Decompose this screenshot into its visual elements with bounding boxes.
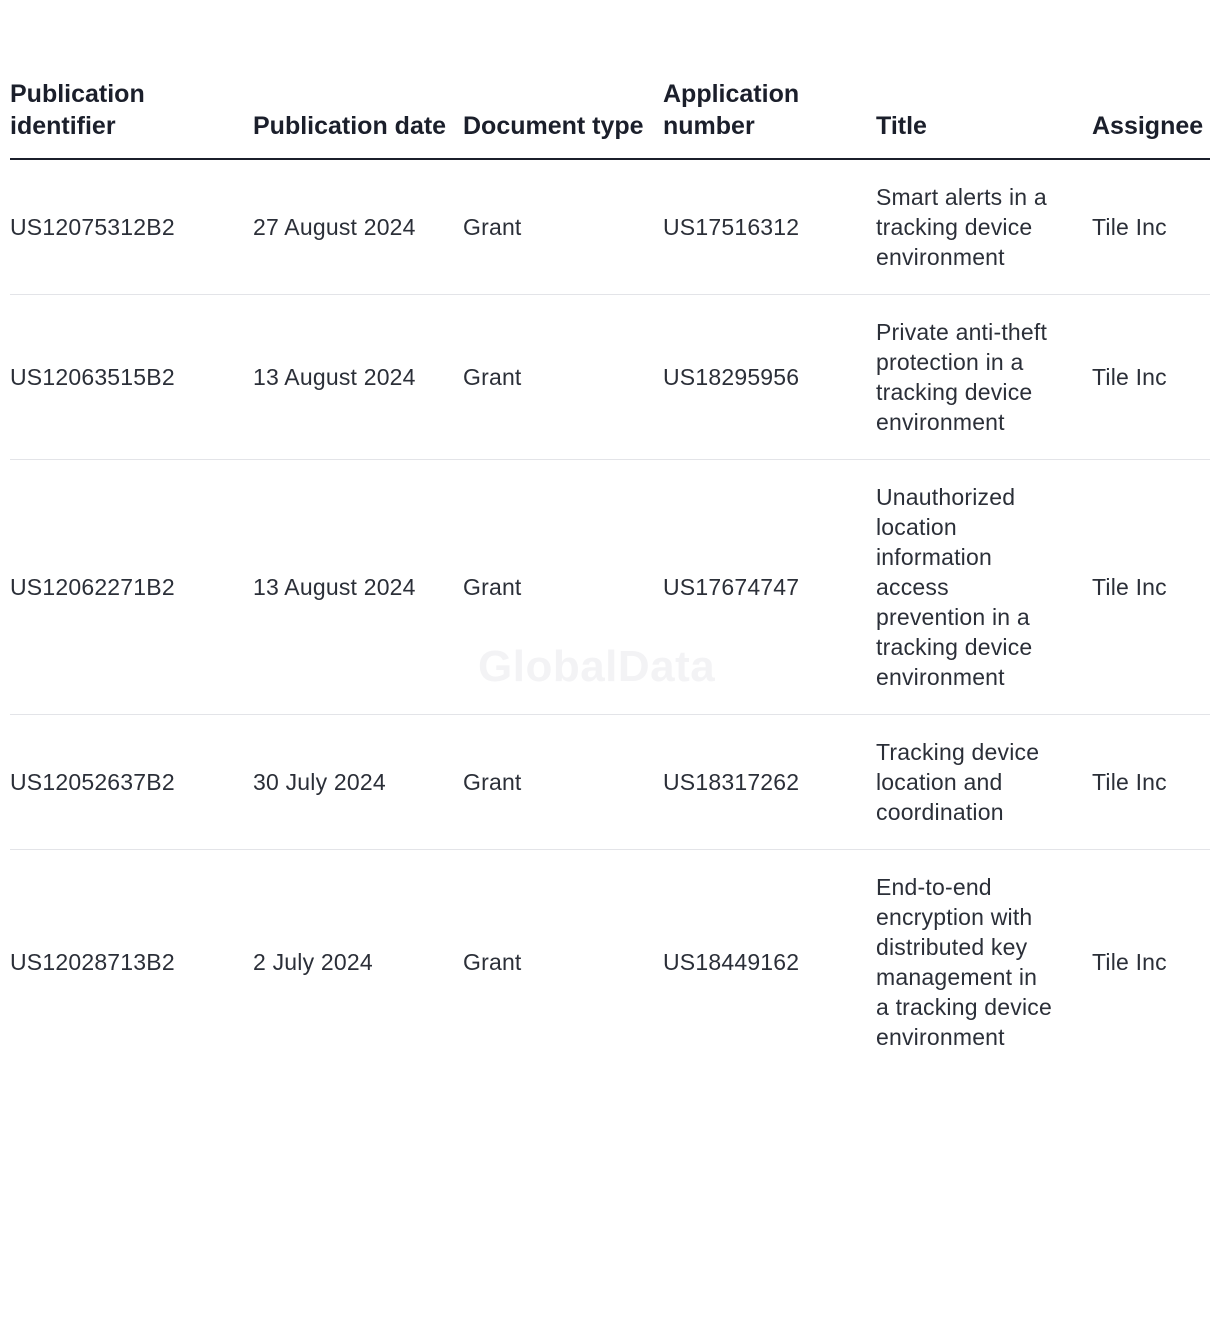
- column-header-application-number: Application number: [663, 78, 876, 159]
- assignee-cell: Tile Inc: [1092, 159, 1210, 295]
- publication-date-cell: 13 August 2024: [253, 295, 463, 460]
- table-row: [10, 159, 1210, 295]
- publication-date-cell: 2 July 2024: [253, 949, 373, 975]
- column-header-document-type: Document type: [463, 78, 663, 159]
- application-number-cell: US18295956: [663, 295, 876, 460]
- table-row: [10, 850, 1210, 1075]
- assignee-cell: Tile Inc: [1092, 460, 1210, 715]
- header-row: [10, 78, 1210, 159]
- publication-date-cell: 13 August 2024: [253, 460, 463, 715]
- document-type-cell: Grant: [463, 159, 663, 295]
- publication-date-cell: 27 August 2024: [253, 159, 463, 295]
- application-number-cell: US17516312: [663, 159, 876, 295]
- title-cell: Tracking device location and coordination: [876, 715, 1092, 850]
- table-row: [10, 460, 1210, 715]
- patent-table: [10, 78, 1210, 1074]
- table-row: [10, 715, 1210, 850]
- application-number-cell: US17674747: [663, 460, 876, 715]
- table-body: [10, 159, 1210, 1074]
- patent-table-container: [10, 78, 1210, 1074]
- publication-identifier-cell: US12028713B2: [10, 949, 175, 975]
- title-cell: Unauthorized location information access prevention in a tracking device environment: [876, 460, 1092, 715]
- publication-identifier-cell: US12075312B2: [10, 159, 253, 295]
- document-type-cell: Grant: [463, 295, 663, 460]
- publication-identifier-cell: US12063515B2: [10, 295, 253, 460]
- column-header-publication-identifier: Publication identifier: [10, 78, 253, 159]
- title-cell: End-to-end encryption with distributed key management in a tracking device environment: [876, 874, 1052, 1050]
- document-type-cell: Grant: [463, 949, 522, 975]
- table-header: [10, 78, 1210, 159]
- column-header-assignee: Assignee: [1092, 78, 1210, 159]
- assignee-cell: Tile Inc: [1092, 949, 1167, 975]
- publication-identifier-cell: US12062271B2: [10, 460, 253, 715]
- column-header-title: Title: [876, 78, 1092, 159]
- title-cell: Smart alerts in a tracking device environment: [876, 159, 1092, 295]
- assignee-cell: Tile Inc: [1092, 295, 1210, 460]
- publication-identifier-cell: US12052637B2: [10, 715, 253, 850]
- document-type-cell: Grant: [463, 715, 663, 850]
- application-number-cell: US18449162: [663, 949, 800, 975]
- document-type-cell: Grant: [463, 460, 663, 715]
- table-row: [10, 295, 1210, 460]
- publication-date-cell: 30 July 2024: [253, 715, 463, 850]
- title-cell: Private anti-theft protection in a tracking device environment: [876, 295, 1092, 460]
- watermark-logo: GlobalData: [478, 642, 716, 691]
- assignee-cell: Tile Inc: [1092, 715, 1210, 850]
- application-number-cell: US18317262: [663, 715, 876, 850]
- column-header-publication-date: Publication date: [253, 78, 463, 159]
